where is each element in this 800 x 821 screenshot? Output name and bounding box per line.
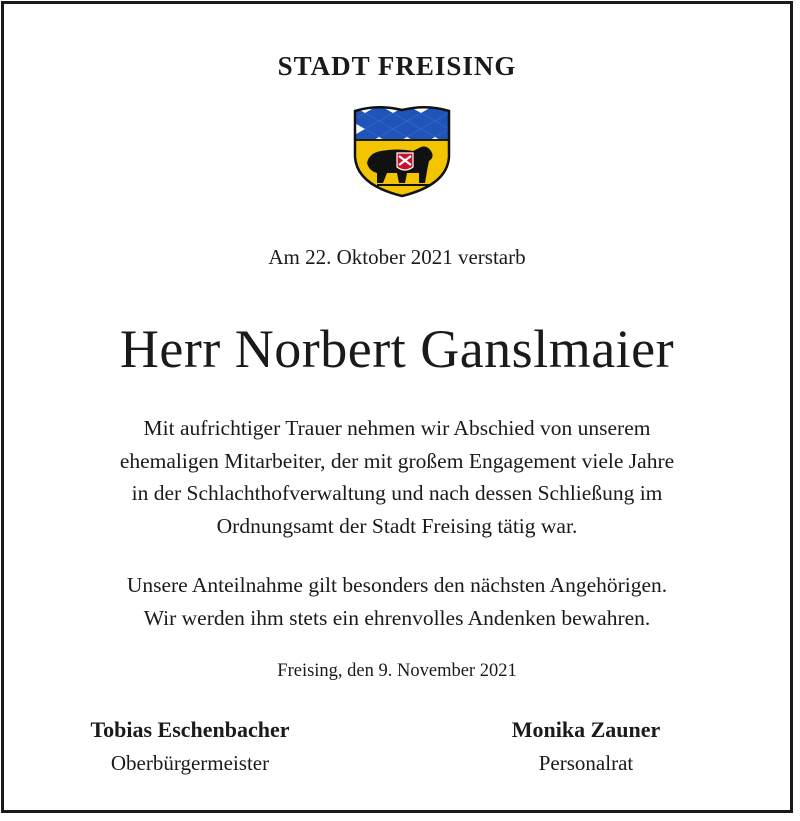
signatory-name: Monika Zauner bbox=[511, 717, 661, 742]
obituary-notice bbox=[1, 1, 793, 813]
tribute-line: Ordnungsamt der Stadt Freising tätig war. bbox=[216, 513, 578, 538]
place-and-date: Freising, den 9. November 2021 bbox=[277, 661, 517, 681]
tribute-paragraph bbox=[4, 412, 790, 542]
tribute-line: ehemaligen Mitarbeiter, der mit großem Engagement viele Jahre bbox=[119, 448, 675, 473]
signatory-role: Personalrat bbox=[538, 751, 634, 775]
deceased-name: Herr Norbert Ganslmaier bbox=[119, 319, 675, 379]
condolence-line: Unsere Anteilnahme gilt besonders den nächsten Angehörigen. bbox=[126, 573, 668, 597]
signature-staff-council bbox=[436, 714, 736, 780]
signatory-name: Tobias Eschenbacher bbox=[90, 717, 290, 742]
condolence-line: Wir werden ihm stets ein ehrenvolles Andenken bewahren. bbox=[143, 605, 651, 630]
tribute-line: Mit aufrichtiger Trauer nehmen wir Abschied von unserem bbox=[143, 416, 651, 440]
tribute-line: in der Schlachthofverwaltung und nach dessen Schließung im bbox=[131, 481, 663, 505]
signatory-role: Oberbürgermeister bbox=[110, 751, 270, 775]
city-crest-icon bbox=[347, 101, 457, 199]
header-title: STADT FREISING bbox=[277, 51, 517, 81]
signature-mayor bbox=[40, 714, 340, 780]
condolence-paragraph bbox=[4, 569, 790, 634]
death-date-intro: Am 22. Oktober 2021 verstarb bbox=[268, 245, 526, 269]
